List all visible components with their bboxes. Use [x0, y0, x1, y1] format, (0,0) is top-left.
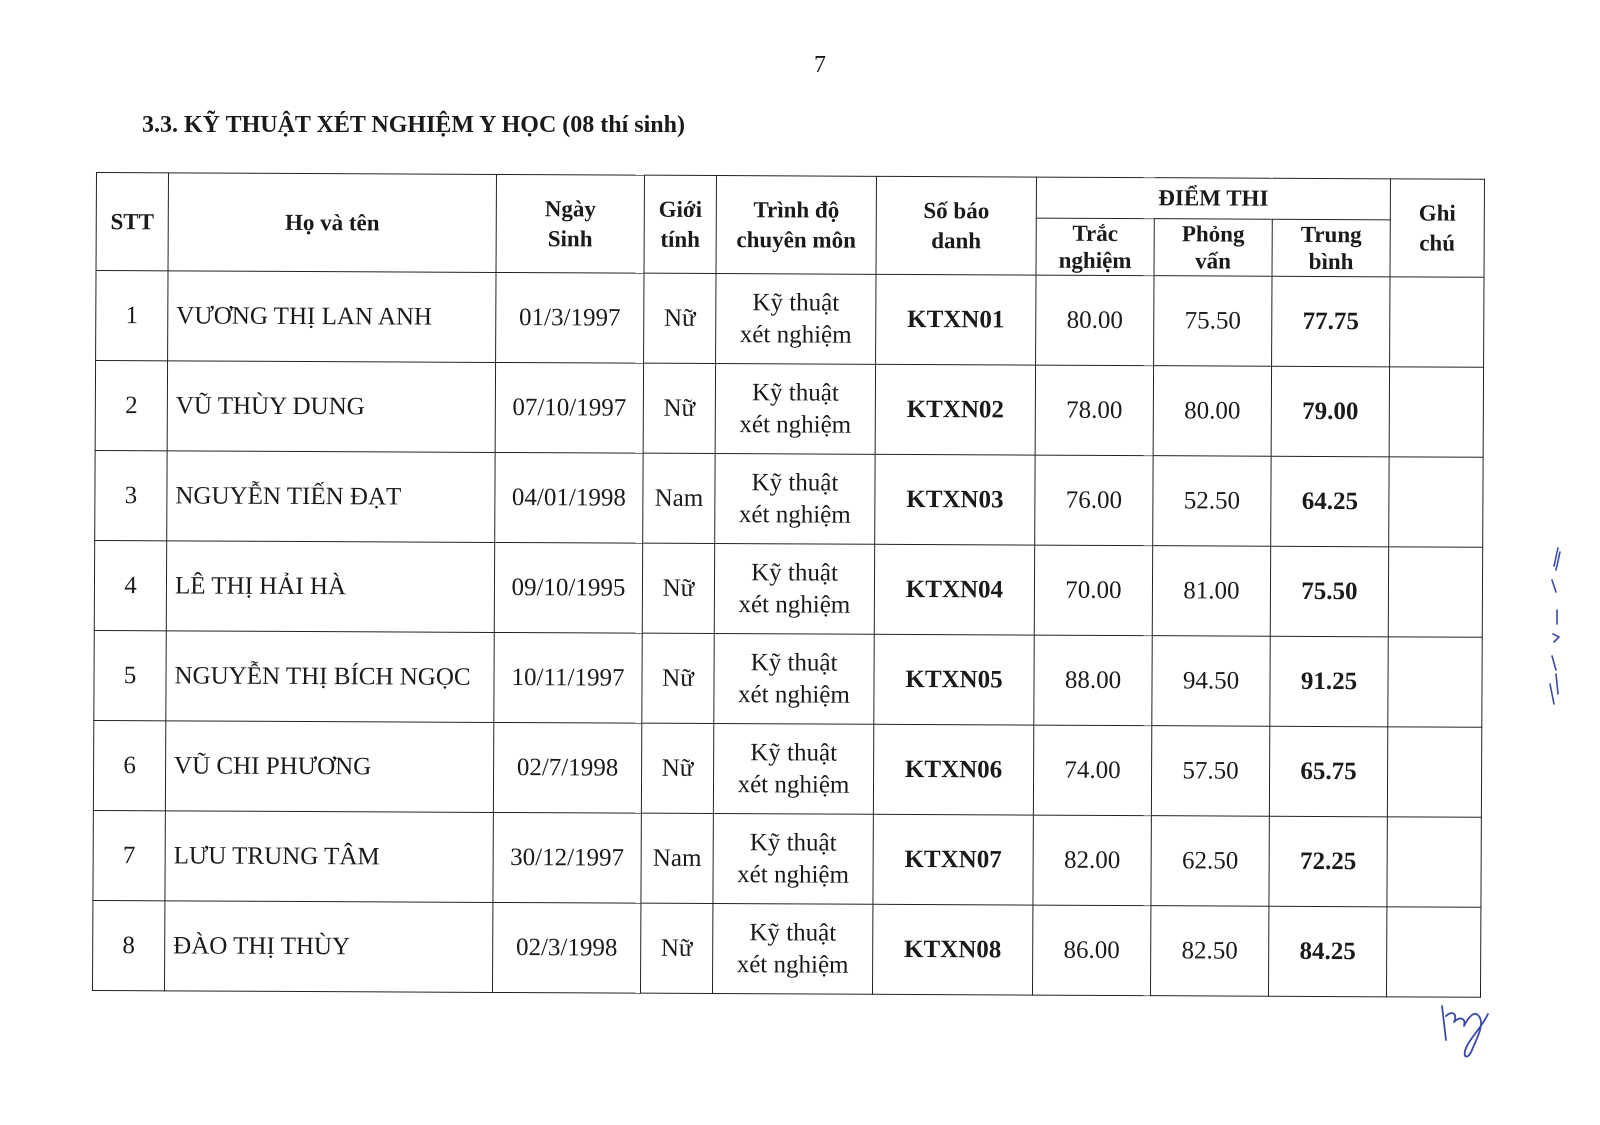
header-level-line2: chuyên môn — [736, 226, 856, 253]
cell-gender: Nữ — [644, 273, 716, 363]
margin-ink-marks — [1544, 544, 1568, 714]
cell-major-line2: xét nghiệm — [739, 410, 852, 439]
cell-major-line1: Kỹ thuật — [751, 558, 839, 587]
results-table — [92, 172, 1485, 998]
cell-major-line2: xét nghiệm — [737, 860, 850, 889]
cell-major-line2: xét nghiệm — [738, 500, 851, 529]
cell-stt: 3 — [95, 450, 167, 540]
page-number: 7 — [814, 52, 826, 78]
cell-major-line1: Kỹ thuật — [751, 378, 839, 407]
cell-note — [1388, 637, 1482, 727]
table-row — [96, 271, 1484, 368]
cell-note — [1386, 907, 1480, 997]
cell-sbd: KTXN06 — [873, 724, 1033, 815]
cell-sbd: KTXN05 — [874, 634, 1034, 725]
cell-stt: 8 — [93, 900, 165, 990]
cell-dob: 01/3/1997 — [496, 272, 644, 363]
cell-major — [712, 904, 872, 995]
header-avg-line1: Trung — [1300, 221, 1362, 248]
cell-dob: 07/10/1997 — [495, 362, 643, 453]
header-name: Họ và tên — [168, 173, 496, 273]
cell-avg: 77.75 — [1272, 276, 1390, 367]
cell-major-line1: Kỹ thuật — [749, 828, 837, 857]
cell-avg: 79.00 — [1271, 366, 1389, 457]
header-test-line1: Trắc — [1072, 220, 1119, 246]
table-row — [93, 810, 1481, 907]
cell-sbd: KTXN07 — [873, 814, 1033, 905]
header-gender-line2: tính — [660, 226, 701, 252]
cell-stt: 1 — [96, 271, 168, 361]
cell-major-line1: Kỹ thuật — [751, 468, 839, 497]
cell-test: 78.00 — [1035, 365, 1153, 456]
cell-dob: 02/7/1998 — [493, 722, 641, 813]
table-row — [94, 630, 1482, 727]
cell-stt: 6 — [93, 720, 165, 810]
cell-major-line2: xét nghiệm — [737, 770, 850, 799]
cell-gender: Nam — [643, 453, 715, 543]
header-note-line2: chú — [1419, 229, 1456, 256]
cell-stt: 2 — [95, 361, 167, 451]
header-dob-line1: Ngày — [544, 195, 596, 221]
cell-avg: 84.25 — [1268, 906, 1386, 997]
cell-note — [1389, 457, 1483, 547]
cell-interview: 62.50 — [1151, 816, 1269, 907]
cell-major — [713, 814, 873, 905]
ink-stroke — [1552, 580, 1556, 592]
cell-interview: 82.50 — [1150, 906, 1268, 997]
cell-stt: 4 — [94, 540, 166, 630]
cell-note — [1388, 547, 1482, 637]
header-note — [1390, 179, 1484, 277]
cell-test: 86.00 — [1032, 905, 1150, 996]
cell-interview: 52.50 — [1153, 456, 1271, 547]
cell-avg: 91.25 — [1270, 636, 1388, 727]
cell-stt: 5 — [94, 630, 166, 720]
results-table-container — [92, 172, 1485, 998]
cell-name: VƯƠNG THỊ LAN ANH — [168, 271, 496, 363]
cell-sbd: KTXN04 — [874, 544, 1034, 635]
cell-name: LÊ THỊ HẢI HÀ — [166, 541, 494, 633]
header-sbd-line2: danh — [931, 227, 982, 253]
cell-note — [1387, 727, 1481, 817]
header-scores: ĐIỂM THI — [1036, 177, 1390, 220]
cell-sbd: KTXN01 — [876, 274, 1036, 365]
cell-interview: 80.00 — [1153, 366, 1271, 457]
cell-interview: 57.50 — [1151, 726, 1269, 817]
handwritten-signature — [1436, 1000, 1500, 1064]
table-row — [93, 900, 1481, 997]
ink-stroke — [1553, 634, 1559, 642]
cell-note — [1389, 367, 1483, 457]
cell-major — [715, 364, 875, 455]
header-sbd-line1: Số báo — [923, 197, 990, 223]
cell-dob: 09/10/1995 — [494, 542, 642, 633]
cell-gender: Nữ — [643, 363, 715, 453]
cell-dob: 30/12/1997 — [493, 812, 641, 903]
cell-test: 74.00 — [1033, 725, 1151, 816]
cell-sbd: KTXN02 — [875, 364, 1035, 455]
cell-sbd: KTXN03 — [875, 454, 1035, 545]
cell-test: 88.00 — [1034, 635, 1152, 726]
cell-name: NGUYỄN THỊ BÍCH NGỌC — [166, 631, 494, 723]
cell-major-line2: xét nghiệm — [738, 590, 851, 619]
cell-major-line1: Kỹ thuật — [752, 288, 840, 317]
ink-stroke — [1552, 656, 1556, 670]
header-interview-line1: Phỏng — [1181, 221, 1245, 247]
header-level-line1: Trình độ — [753, 196, 840, 223]
cell-major-line2: xét nghiệm — [736, 950, 849, 979]
cell-avg: 65.75 — [1269, 726, 1387, 817]
cell-name: VŨ THÙY DUNG — [167, 361, 495, 453]
cell-note — [1390, 277, 1484, 367]
header-avg-line2: bình — [1308, 248, 1354, 275]
ink-stroke — [1550, 684, 1554, 704]
cell-name: ĐÀO THỊ THÙY — [164, 901, 492, 993]
header-test-line2: nghiệm — [1058, 247, 1132, 274]
cell-interview: 81.00 — [1152, 546, 1270, 637]
cell-major-line1: Kỹ thuật — [750, 648, 838, 677]
table-row — [95, 450, 1483, 547]
table-row — [95, 361, 1483, 458]
cell-dob: 04/01/1998 — [495, 452, 643, 543]
cell-test: 82.00 — [1033, 815, 1151, 906]
cell-major — [716, 274, 876, 365]
cell-major-line1: Kỹ thuật — [749, 918, 837, 947]
header-gender-line1: Giới — [658, 196, 703, 222]
cell-test: 80.00 — [1036, 275, 1154, 366]
cell-test: 70.00 — [1034, 545, 1152, 636]
cell-stt: 7 — [93, 810, 165, 900]
cell-gender: Nữ — [640, 903, 712, 993]
cell-major-line2: xét nghiệm — [739, 320, 852, 349]
cell-gender: Nữ — [642, 543, 714, 633]
header-interview — [1154, 219, 1272, 277]
cell-avg: 72.25 — [1269, 816, 1387, 907]
cell-major — [715, 454, 875, 545]
table-row — [94, 540, 1482, 637]
cell-sbd: KTXN08 — [872, 904, 1032, 995]
header-dob — [496, 174, 644, 273]
header-dob-line2: Sinh — [547, 225, 593, 251]
cell-major — [713, 724, 873, 815]
cell-interview: 94.50 — [1152, 636, 1270, 727]
cell-avg: 64.25 — [1271, 456, 1389, 547]
header-stt: STT — [96, 173, 168, 271]
cell-major — [714, 634, 874, 725]
cell-dob: 02/3/1998 — [492, 902, 640, 993]
header-sbd — [876, 176, 1036, 275]
table-row — [93, 720, 1481, 817]
cell-note — [1387, 817, 1481, 907]
section-title: 3.3. KỸ THUẬT XÉT NGHIỆM Y HỌC (08 thí sinh) — [142, 112, 685, 138]
cell-major-line2: xét nghiệm — [737, 680, 850, 709]
header-gender — [644, 175, 716, 273]
ink-stroke — [1556, 674, 1558, 694]
header-note-line1: Ghi — [1418, 199, 1456, 226]
cell-name: VŨ CHI PHƯƠNG — [165, 721, 493, 813]
cell-interview: 75.50 — [1154, 276, 1272, 367]
header-avg — [1272, 219, 1390, 277]
header-interview-line2: vấn — [1195, 248, 1232, 274]
header-test — [1036, 218, 1154, 276]
cell-major — [714, 544, 874, 635]
cell-avg: 75.50 — [1270, 546, 1388, 637]
cell-gender: Nữ — [641, 723, 713, 813]
cell-major-line1: Kỹ thuật — [750, 738, 838, 767]
cell-gender: Nữ — [642, 633, 714, 723]
cell-name: NGUYỄN TIẾN ĐẠT — [167, 451, 495, 543]
cell-test: 76.00 — [1035, 455, 1153, 546]
header-level — [716, 176, 876, 275]
cell-name: LƯU TRUNG TÂM — [165, 811, 493, 903]
cell-gender: Nam — [641, 813, 713, 903]
cell-dob: 10/11/1997 — [494, 632, 642, 723]
